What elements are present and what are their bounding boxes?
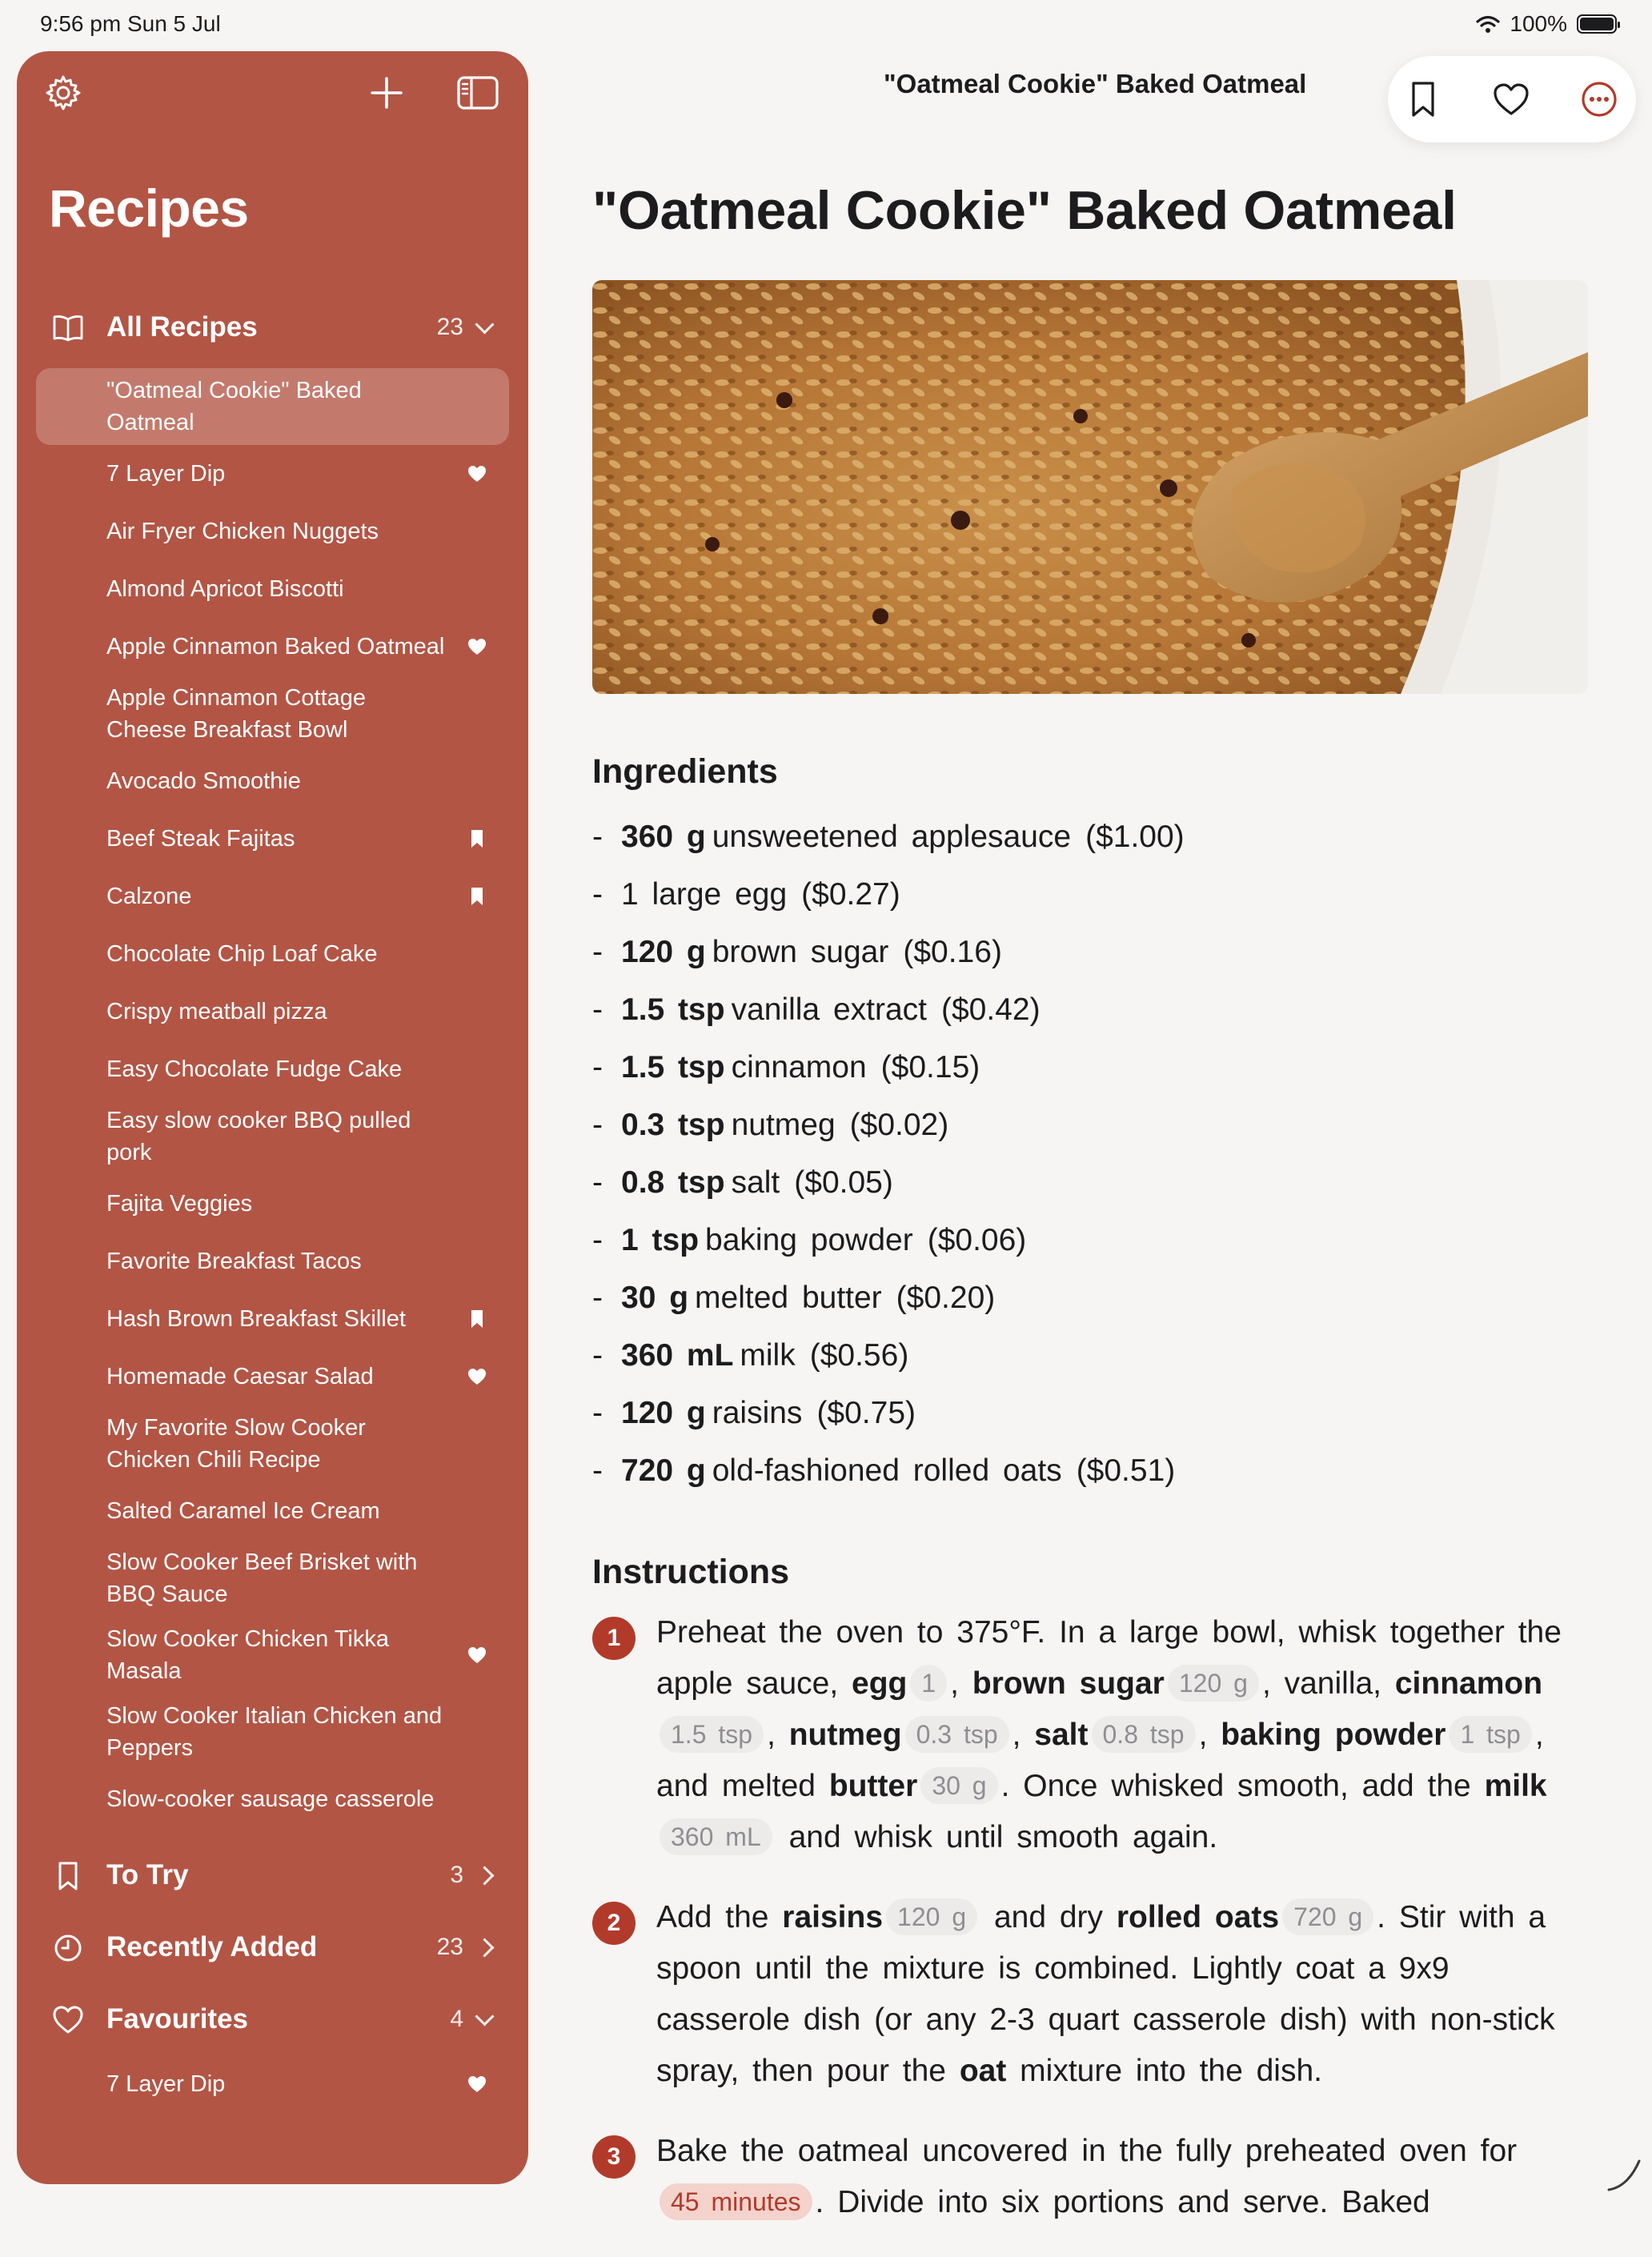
recipe-name: Slow Cooker Italian Chicken and Peppers	[106, 1703, 443, 1761]
recipe-name: 7 Layer Dip	[106, 461, 226, 487]
sidebar	[17, 51, 528, 2184]
ingredient-cost: ($0.05)	[794, 1165, 893, 1200]
ingredients-list	[592, 808, 1185, 1500]
ingredient-cost: ($0.20)	[896, 1281, 996, 1315]
ingredient-ref: oat	[959, 2054, 1007, 2088]
recipe-row[interactable]	[17, 1233, 528, 1290]
sidebar-toolbar	[17, 51, 528, 147]
list-dash: -	[592, 877, 603, 912]
sidebar-list	[17, 291, 528, 2113]
bookmark-icon	[52, 1860, 84, 1892]
ingredient-ref: nutmeg	[788, 1718, 902, 1752]
bookmark-icon	[467, 829, 487, 848]
ingredient-name: old-fashioned rolled oats	[712, 1453, 1062, 1488]
sidebar-toggle-icon[interactable]	[454, 69, 502, 117]
quantity-pill: 360 mL	[660, 1818, 772, 1855]
ingredient-cost: ($0.15)	[880, 1050, 980, 1084]
step-text: , vanilla,	[1261, 1666, 1395, 1701]
ingredient-qty: 0.8 tsp	[621, 1165, 725, 1200]
pencil-scribble-icon	[1604, 2155, 1644, 2195]
ingredient-ref: milk	[1484, 1769, 1547, 1803]
ingredient-row	[592, 1442, 1185, 1500]
section-label: Recently Added	[106, 1931, 318, 1962]
recipe-name: Almond Apricot Biscotti	[106, 576, 344, 602]
book-icon	[52, 312, 84, 344]
recipe-row[interactable]	[17, 925, 528, 983]
recipe-row[interactable]	[17, 503, 528, 560]
ingredient-name: 1 large egg	[621, 877, 788, 912]
recipe-row[interactable]	[17, 560, 528, 618]
instructions-list	[592, 1607, 1585, 2257]
instruction-step	[592, 1607, 1585, 1863]
recipe-name: Avocado Smoothie	[106, 768, 301, 794]
chevron-down-icon	[475, 2006, 494, 2026]
list-dash: -	[592, 1338, 603, 1373]
ingredient-ref: butter	[828, 1769, 918, 1803]
quantity-pill: 120 g	[886, 1898, 977, 1935]
chevron-right-icon	[475, 1866, 494, 1885]
section-to-try[interactable]	[17, 1839, 528, 1911]
ingredient-row	[592, 924, 1185, 981]
heart-icon	[52, 2004, 84, 2036]
step-text: ,	[1012, 1718, 1035, 1752]
ingredient-ref: cinnamon	[1394, 1666, 1543, 1701]
recipe-photo	[592, 280, 1588, 694]
quantity-pill: 720 g	[1282, 1898, 1373, 1935]
recipe-name: Fajita Veggies	[106, 1191, 253, 1217]
ingredient-name: vanilla extract	[731, 992, 927, 1027]
ingredient-name: salt	[731, 1165, 780, 1200]
count-value: 23	[436, 314, 463, 340]
recipe-row[interactable]	[17, 1617, 528, 1694]
bookmark-button[interactable]	[1399, 75, 1447, 123]
instruction-step	[592, 2126, 1585, 2228]
recipe-name: Salted Caramel Ice Cream	[106, 1498, 380, 1524]
step-text: and whisk until smooth again.	[775, 1820, 1218, 1854]
list-dash: -	[592, 1396, 603, 1430]
more-icon	[1580, 80, 1618, 118]
recipe-name: Chocolate Chip Loaf Cake	[106, 941, 378, 967]
ingredient-name: unsweetened applesauce	[712, 820, 1072, 854]
ingredient-ref: baking powder	[1221, 1718, 1446, 1752]
quantity-pill: 0.3 tsp	[905, 1716, 1009, 1753]
section-count	[450, 1862, 491, 1889]
ingredient-qty: 1 tsp	[621, 1223, 700, 1257]
ingredient-cost: ($0.16)	[903, 935, 1002, 969]
recipe-row[interactable]	[17, 1040, 528, 1098]
ingredient-row	[592, 1096, 1185, 1154]
ingredient-cost: ($0.27)	[801, 877, 900, 912]
chevron-right-icon	[475, 1938, 494, 1957]
recipe-row[interactable]	[17, 810, 528, 868]
ingredient-ref: raisins	[782, 1900, 884, 1934]
step-text: Preheat the oven to 375°F. In a large bowl, whisk together the apple sauce,	[656, 1615, 1562, 1701]
recipe-title: "Oatmeal Cookie" Baked Oatmeal	[592, 180, 1457, 241]
ingredient-qty: 360 g	[621, 820, 706, 854]
quantity-pill: 1.5 tsp	[660, 1716, 764, 1753]
step-number: 2	[592, 1902, 636, 1945]
ingredient-row	[592, 808, 1185, 866]
recipe-list	[17, 368, 528, 1828]
step-number: 1	[592, 1617, 636, 1660]
recipe-row[interactable]	[17, 752, 528, 810]
ingredient-qty: 720 g	[621, 1453, 706, 1488]
recipe-row[interactable]	[17, 1540, 528, 1617]
ingredient-qty: 1.5 tsp	[621, 992, 725, 1027]
ingredient-row	[592, 1327, 1185, 1385]
recipe-row[interactable]	[17, 983, 528, 1040]
list-dash: -	[592, 1165, 603, 1200]
ingredient-qty: 30 g	[621, 1281, 689, 1315]
ingredient-cost: ($0.75)	[816, 1396, 916, 1430]
ingredient-ref: egg	[852, 1666, 908, 1701]
more-button[interactable]	[1575, 75, 1623, 123]
recipe-name: Homemade Caesar Salad	[106, 1364, 374, 1389]
recipe-name: "Oatmeal Cookie" Baked Oatmeal	[106, 378, 362, 435]
status-right	[1476, 11, 1617, 37]
list-dash: -	[592, 1108, 603, 1142]
favourites-list	[17, 2055, 528, 2113]
battery-percent: 100%	[1510, 11, 1567, 36]
recipe-name: Favorite Breakfast Tacos	[106, 1249, 362, 1274]
quantity-pill: 1 tsp	[1449, 1716, 1531, 1753]
chevron-down-icon	[475, 315, 494, 334]
sidebar-title: Recipes	[49, 178, 249, 238]
count-value: 23	[436, 1934, 463, 1960]
step-text: and dry	[980, 1900, 1117, 1934]
ingredient-row	[592, 1039, 1185, 1096]
recipe-row[interactable]	[17, 1175, 528, 1233]
ingredient-cost: ($0.51)	[1076, 1453, 1176, 1488]
recipe-name: Beef Steak Fajitas	[106, 826, 295, 852]
bookmark-icon	[467, 1309, 487, 1329]
ingredient-name: raisins	[712, 1396, 803, 1430]
count-value: 3	[450, 1862, 463, 1888]
heart-icon	[467, 1367, 487, 1386]
step-text: Bake the oatmeal uncovered in the fully preheated oven for	[656, 2134, 1518, 2168]
recipe-row[interactable]	[17, 1348, 528, 1405]
recipe-row[interactable]	[17, 445, 528, 503]
baked-oatmeal-image	[592, 280, 1588, 694]
timer-pill[interactable]: 45 minutes	[660, 2183, 812, 2220]
quantity-pill: 0.8 tsp	[1092, 1716, 1196, 1753]
section-favourites[interactable]	[17, 1983, 528, 2055]
recipe-row[interactable]	[17, 868, 528, 925]
section-count	[450, 2006, 491, 2033]
recipe-name: Calzone	[106, 884, 192, 909]
list-dash: -	[592, 1223, 603, 1257]
ingredient-cost: ($0.56)	[809, 1338, 909, 1373]
list-dash: -	[592, 992, 603, 1027]
recipe-name: Slow Cooker Chicken Tikka Masala	[106, 1626, 389, 1684]
ingredient-name: baking powder	[705, 1223, 913, 1257]
step-text: . Once whisked smooth, add the	[1000, 1769, 1485, 1803]
step-text: . Divide into six portions and serve. Baked	[815, 2185, 1430, 2219]
recipe-row[interactable]	[17, 2055, 528, 2113]
ingredient-ref: salt	[1034, 1718, 1089, 1752]
recipe-name: Easy Chocolate Fudge Cake	[106, 1056, 403, 1082]
section-all-recipes[interactable]	[17, 291, 528, 363]
wifi-icon	[1476, 14, 1500, 34]
recipe-name: Crispy meatball pizza	[106, 999, 327, 1024]
ingredient-qty: 120 g	[621, 935, 706, 969]
ingredient-qty: 1.5 tsp	[621, 1050, 725, 1084]
step-text: ,	[767, 1718, 789, 1752]
step-text: ,	[950, 1666, 972, 1701]
recipe-row-selected[interactable]	[36, 368, 509, 445]
heart-icon	[467, 637, 487, 656]
list-dash: -	[592, 820, 603, 854]
add-icon[interactable]	[363, 69, 411, 117]
ingredient-row	[592, 1269, 1185, 1327]
recipe-row[interactable]	[17, 1482, 528, 1540]
ingredient-cost: ($1.00)	[1085, 820, 1185, 854]
ingredient-ref: rolled oats	[1116, 1900, 1280, 1934]
ingredient-row	[592, 981, 1185, 1039]
heart-icon	[1492, 82, 1530, 117]
ingredients-heading: Ingredients	[592, 752, 778, 791]
recipe-row[interactable]	[17, 1290, 528, 1348]
recipe-row[interactable]	[17, 675, 528, 752]
step-text: mixture into the dish.	[1006, 2054, 1322, 2088]
instruction-step	[592, 1892, 1585, 2097]
section-label: Favourites	[106, 2003, 248, 2035]
status-time: 9:56 pm Sun 5 Jul	[40, 11, 221, 36]
quantity-pill: 1	[910, 1665, 947, 1702]
section-count	[437, 1934, 491, 1961]
list-dash: -	[592, 935, 603, 969]
ingredient-qty: 120 g	[621, 1396, 706, 1430]
ingredient-row	[592, 1385, 1185, 1442]
battery-icon	[1577, 14, 1617, 34]
recipe-row[interactable]	[17, 1694, 528, 1770]
recipe-row[interactable]	[17, 1405, 528, 1482]
section-recently-added[interactable]	[17, 1911, 528, 1983]
ingredient-cost: ($0.06)	[927, 1223, 1027, 1257]
list-dash: -	[592, 1050, 603, 1084]
heart-icon	[467, 464, 487, 483]
ingredient-ref: brown sugar	[972, 1666, 1165, 1701]
clock-icon	[52, 1932, 84, 1964]
ingredient-cost: ($0.02)	[849, 1108, 949, 1142]
section-count	[437, 314, 491, 341]
step-number: 3	[592, 2135, 636, 2179]
ingredient-qty: 360 mL	[621, 1338, 734, 1373]
recipe-row[interactable]	[17, 618, 528, 675]
list-dash: -	[592, 1453, 603, 1488]
ingredient-qty: 0.3 tsp	[621, 1108, 725, 1142]
recipe-name: 7 Layer Dip	[106, 2071, 226, 2097]
recipe-name: Apple Cinnamon Baked Oatmeal	[106, 634, 445, 659]
step-text: Add the	[656, 1900, 783, 1934]
recipe-name: Apple Cinnamon Cottage Cheese Breakfast Bowl	[106, 685, 367, 743]
ingredient-cost: ($0.42)	[941, 992, 1041, 1027]
status-bar	[0, 0, 1652, 51]
recipe-row[interactable]	[17, 1770, 528, 1828]
ingredient-name: cinnamon	[731, 1050, 867, 1084]
gear-icon[interactable]	[39, 69, 87, 117]
recipe-name: Air Fryer Chicken Nuggets	[106, 519, 379, 544]
heart-icon	[467, 1646, 487, 1665]
recipe-name: My Favorite Slow Cooker Chicken Chili Recipe	[106, 1415, 366, 1473]
count-value: 4	[450, 2006, 463, 2032]
quantity-pill: 30 g	[920, 1767, 997, 1804]
recipe-name: Slow Cooker Beef Brisket with BBQ Sauce	[106, 1549, 418, 1607]
recipe-name: Hash Brown Breakfast Skillet	[106, 1306, 406, 1332]
bookmark-icon	[467, 887, 487, 906]
favourite-button[interactable]	[1487, 75, 1535, 123]
ingredient-row	[592, 1154, 1185, 1212]
instructions-heading: Instructions	[592, 1553, 790, 1591]
quantity-pill: 120 g	[1168, 1665, 1259, 1702]
recipe-name: Easy slow cooker BBQ pulled pork	[106, 1108, 411, 1165]
ingredient-row	[592, 1212, 1185, 1269]
list-dash: -	[592, 1281, 603, 1315]
bookmark-icon	[1407, 80, 1439, 118]
detail-toolbar	[1388, 56, 1636, 142]
recipe-detail	[528, 51, 1652, 2219]
ingredient-name: brown sugar	[712, 935, 889, 969]
step-text: ,	[1198, 1718, 1221, 1752]
ingredient-row	[592, 866, 1185, 924]
ingredient-name: milk	[740, 1338, 796, 1373]
recipe-name: Slow-cooker sausage casserole	[106, 1786, 435, 1812]
ingredient-name: nutmeg	[731, 1108, 836, 1142]
section-label: All Recipes	[106, 311, 258, 343]
step-text: , and melted	[656, 1718, 1544, 1803]
section-label: To Try	[106, 1859, 189, 1890]
recipe-row[interactable]	[17, 1098, 528, 1175]
ingredient-name: melted butter	[695, 1281, 882, 1315]
heart-icon	[467, 2075, 487, 2094]
step-text: . Stir with a spoon until the mixture is combined. Lightly coat a 9x9 casserole dish (or any 2-3 quart casserole dish) with non-stick spray, then pour the	[656, 1900, 1555, 2088]
nav-title: "Oatmeal Cookie" Baked Oatmeal	[884, 69, 1307, 98]
